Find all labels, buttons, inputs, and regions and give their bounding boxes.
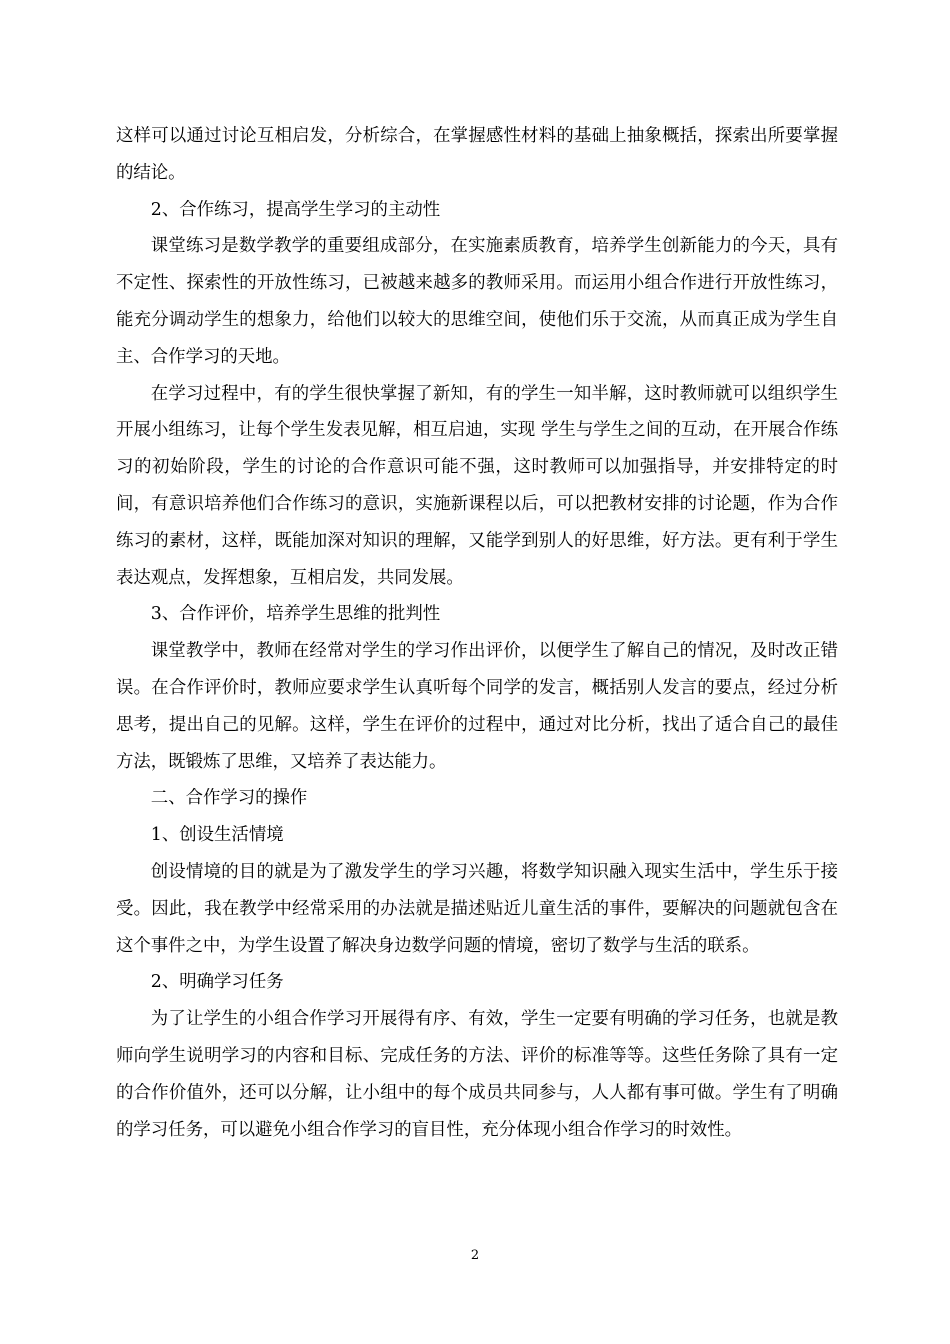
section-heading-cooperative-practice: 2、合作练习，提高学生学习的主动性 — [150, 199, 441, 220]
section-heading-life-situation: 1、创设生活情境 — [150, 825, 284, 846]
paragraph-classroom-practice: 课堂练习是数学教学的重要组成部分，在实施素质教育，培养学生创新能力的今天，具有不定性、探索性的开放性练习，已被越来越多的教师采用。而运用小组合作进行开放性练习，能充分调动学生的想象力，给他们以较大的思维空间，使他们乐于交流，从而真正成为学生自主、合作学习的天地。 — [116, 236, 838, 367]
paragraph-classroom-evaluation: 课堂教学中，教师在经常对学生的学习作出评价，以便学生了解自己的情况，及时改正错误。在合作评价时，教师应要求学生认真听每个同学的发言，概括别人发言的要点，经过分析思考，提出自己的见解。这样，学生在评价的过程中，通过对比分析，找出了适合自己的最佳方法，既锻炼了思维，又培养了表达能力。 — [116, 641, 838, 772]
page-number: 2 — [470, 1248, 480, 1263]
paragraph-create-situation: 创设情境的目的就是为了激发学生的学习兴趣，将数学知识融入现实生活中，学生乐于接受。因此，我在教学中经常采用的办法就是描述贴近儿童生活的事件，要解决的问题就包含在这个事件之中，为学生设置了解决身边数学问题的情境，密切了数学与生活的联系。 — [116, 861, 838, 956]
chapter-heading-operation: 二、合作学习的操作 — [150, 788, 308, 809]
paragraph-continuation: 这样可以通过讨论互相启发，分析综合，在掌握感性材料的基础上抽象概括，探索出所要掌握的结论。 — [116, 126, 838, 183]
paragraph-learning-process: 在学习过程中，有的学生很快掌握了新知，有的学生一知半解，这时教师就可以组织学生开展小组练习，让每个学生发表见解，相互启迪，实现 学生与学生之间的互动，在开展合作练习的初始阶段，学生的讨论的合作意识可能不强，这时教师可以加强指导，并安排特定的时间，有意识培养他们合作练习的意识，实施新课程以后，可以把教材安排的讨论题，作为合作练习的素材，这样，既能加深对知识的理解，又能学到别人的好思维，好方法。更有利于学生表达观点，发挥想象，互相启发，共同发展。 — [116, 383, 838, 588]
document-body — [116, 118, 838, 1148]
paragraph-learning-task: 为了让学生的小组合作学习开展得有序、有效，学生一定要有明确的学习任务，也就是教师向学生说明学习的内容和目标、完成任务的方法、评价的标准等等。这些任务除了具有一定的合作价值外，还可以分解，让小组中的每个成员共同参与，人人都有事可做。学生有了明确的学习任务，可以避免小组合作学习的盲目性，充分体现小组合作学习的时效性。 — [116, 1009, 838, 1140]
section-heading-cooperative-evaluation: 3、合作评价，培养学生思维的批判性 — [150, 604, 441, 625]
section-heading-learning-task: 2、明确学习任务 — [150, 972, 284, 993]
